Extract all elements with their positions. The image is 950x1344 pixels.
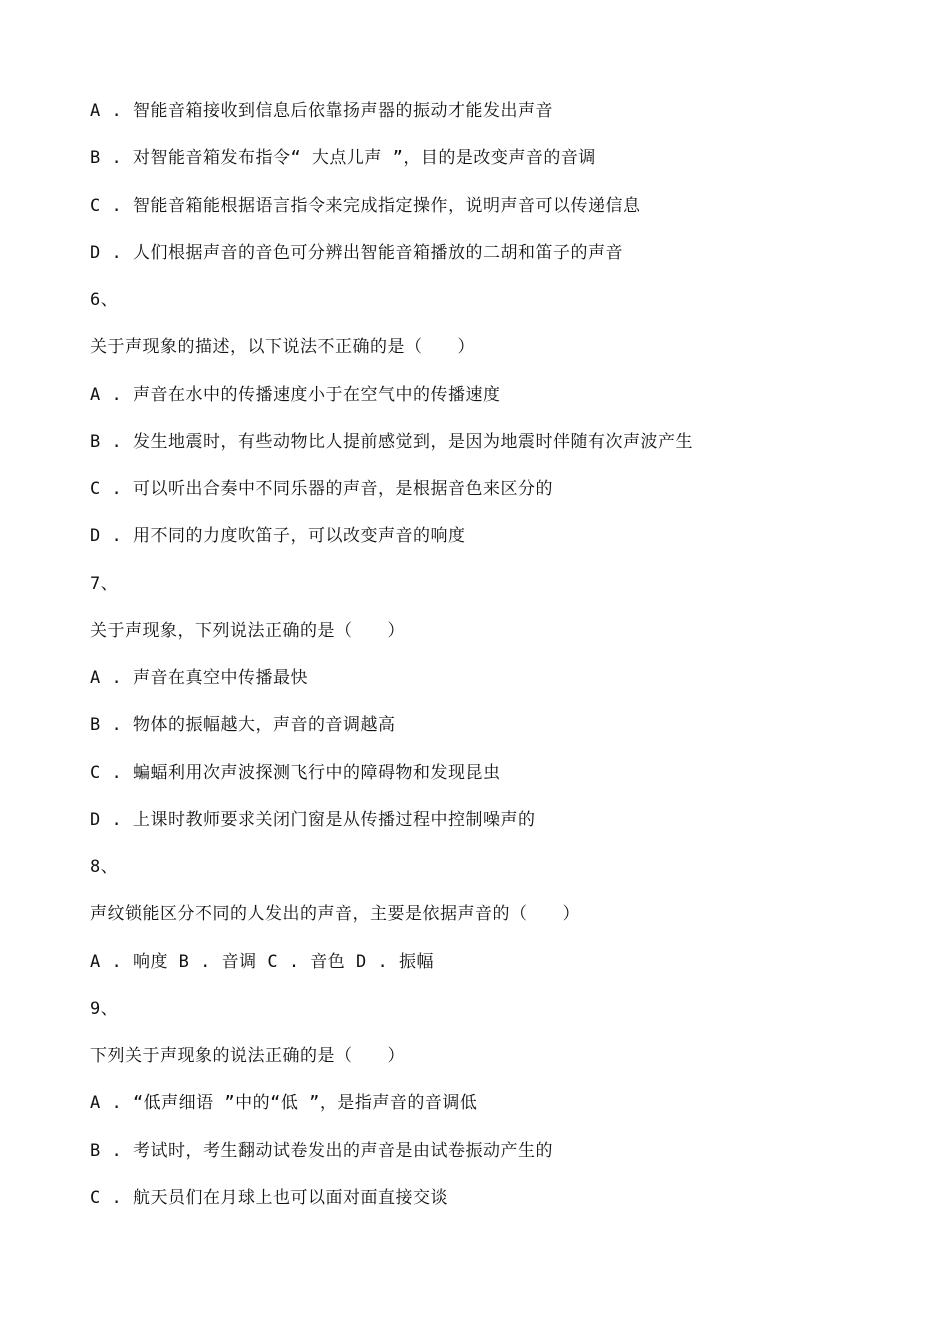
q6-option-b: B . 发生地震时，有些动物比人提前感觉到，是因为地震时伴随有次声波产生 xyxy=(90,432,693,452)
q5-option-b: B . 对智能音箱发布指令“ 大点儿声 ”，目的是改变声音的音调 xyxy=(90,148,596,168)
q5-option-d: D . 人们根据声音的音色可分辨出智能音箱播放的二胡和笛子的声音 xyxy=(90,243,623,263)
q9-stem: 下列关于声现象的说法正确的是（ ） xyxy=(90,1046,405,1066)
q9-option-c: C . 航天员们在月球上也可以面对面直接交谈 xyxy=(90,1188,448,1208)
q7-number: 7、 xyxy=(90,574,119,594)
q8-number: 8、 xyxy=(90,857,119,877)
q5-option-a: A . 智能音箱接收到信息后依靠扬声器的振动才能发出声音 xyxy=(90,101,553,121)
q9-number: 9、 xyxy=(90,999,119,1019)
q6-option-a: A . 声音在水中的传播速度小于在空气中的传播速度 xyxy=(90,385,501,405)
q7-option-b: B . 物体的振幅越大，声音的音调越高 xyxy=(90,715,396,735)
q6-option-c: C . 可以听出合奏中不同乐器的声音，是根据音色来区分的 xyxy=(90,479,553,499)
q7-option-a: A . 声音在真空中传播最快 xyxy=(90,668,308,688)
q7-stem: 关于声现象，下列说法正确的是（ ） xyxy=(90,621,405,641)
q7-option-c: C . 蝙蝠利用次声波探测飞行中的障碍物和发现昆虫 xyxy=(90,763,501,783)
q9-option-a: A . “低声细语 ”中的“低 ”，是指声音的音调低 xyxy=(90,1093,478,1113)
q6-option-d: D . 用不同的力度吹笛子，可以改变声音的响度 xyxy=(90,526,466,546)
q8-stem: 声纹锁能区分不同的人发出的声音，主要是依据声音的（ ） xyxy=(90,904,580,924)
q6-number: 6、 xyxy=(90,290,119,310)
q7-option-d: D . 上课时教师要求关闭门窗是从传播过程中控制噪声的 xyxy=(90,810,536,830)
q9-option-b: B . 考试时，考生翻动试卷发出的声音是由试卷振动产生的 xyxy=(90,1141,553,1161)
q5-option-c: C . 智能音箱能根据语言指令来完成指定操作，说明声音可以传递信息 xyxy=(90,196,641,216)
q6-stem: 关于声现象的描述，以下说法不正确的是（ ） xyxy=(90,337,475,357)
q8-options: A . 响度 B . 音调 C . 音色 D . 振幅 xyxy=(90,952,434,972)
